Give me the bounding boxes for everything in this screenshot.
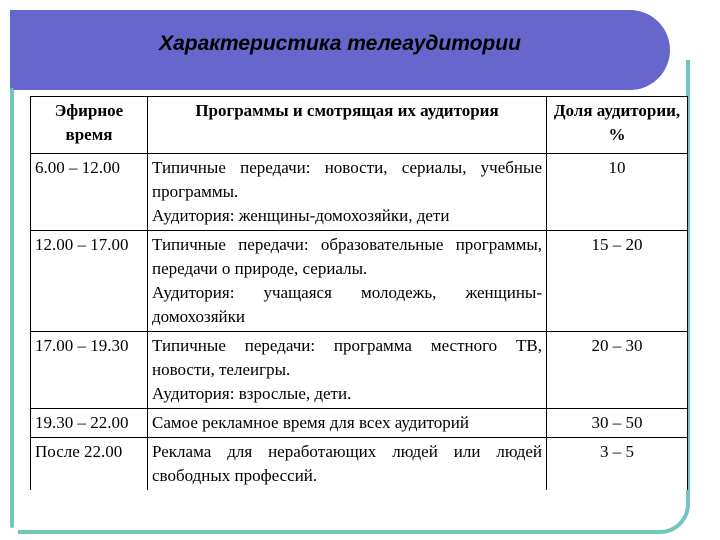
audience-text: Аудитория: женщины-домохозяйки, дети [152, 206, 450, 225]
slide-title: Характеристика телеаудитории [159, 32, 521, 55]
cell-share: 10 [547, 154, 688, 231]
table-row [31, 231, 688, 332]
table-row [31, 409, 688, 438]
table-header-row [31, 97, 688, 154]
cell-programs [148, 409, 547, 438]
table-row [31, 154, 688, 231]
programs-text: Типичные передачи: образовательные программы, передачи о природе, сериалы. [152, 235, 542, 278]
audience-text: Аудитория: учащаяся молодежь, женщины-домохозяйки [152, 283, 542, 326]
decorative-frame-left [10, 88, 14, 528]
audience-text: Аудитория: взрослые, дети. [152, 384, 352, 403]
header-programs: Программы и смотрящая их аудитория [148, 97, 547, 154]
header-share: Доля аудитории, % [547, 97, 688, 154]
cell-time: 6.00 – 12.00 [31, 154, 148, 231]
programs-text: Типичные передачи: новости, сериалы, учебные программы. [152, 158, 542, 201]
cell-share: 15 – 20 [547, 231, 688, 332]
cell-share: 30 – 50 [547, 409, 688, 438]
table-row [31, 332, 688, 409]
programs-text: Реклама для неработающих людей или людей свободных профессий. [152, 442, 542, 485]
cell-time: 12.00 – 17.00 [31, 231, 148, 332]
header-time: Эфирное время [31, 97, 148, 154]
cell-programs [148, 332, 547, 409]
programs-text: Самое рекламное время для всех аудиторий [152, 413, 469, 432]
cell-programs [148, 438, 547, 491]
cell-share: 20 – 30 [547, 332, 688, 409]
cell-time: 19.30 – 22.00 [31, 409, 148, 438]
cell-time: После 22.00 [31, 438, 148, 491]
cell-share: 3 – 5 [547, 438, 688, 491]
programs-text: Типичные передачи: программа местного ТВ, новости, телеигры. [152, 336, 542, 379]
audience-table [30, 96, 688, 490]
table-row [31, 438, 688, 491]
cell-time: 17.00 – 19.30 [31, 332, 148, 409]
cell-programs [148, 231, 547, 332]
cell-programs [148, 154, 547, 231]
